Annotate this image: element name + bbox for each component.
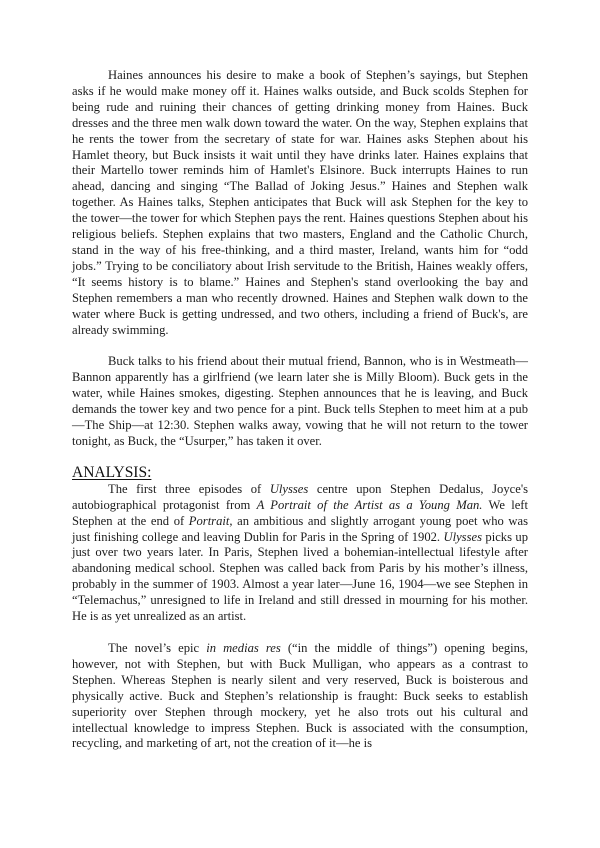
italic-title-text: Portrait, [188,513,233,528]
analysis-paragraph-2 [72,641,528,752]
body-text: picks up just over two years later. In Paris, Stephen lived a bohemian-intellectual lifestyle after abandoning medical school. Stephen was called back from Paris by his mother’s illness, probably in the summer of 1903. Almost a year later—June 16, 1904—we see Stephen in “Telemachus,” unresigned to life in Ireland and still dressed in mourning for his mother. He is as yet unrealized as an artist. [72,529,529,624]
summary-paragraph-2 [72,354,528,449]
italic-title-text: in medias res [206,641,281,655]
analysis-paragraph-1 [72,482,528,625]
body-text: Haines announces his desire to make a book of Stephen’s sayings, but Stephen asks if he would make money off it. Haines walks outside, and Buck scolds Stephen for being rude and ruining their chances of getting drinking money from Haines. Buck dresses and the three men walk down toward the water. On the way, Stephen explains that he rents the tower from the secretary of state for war. Haines asks Stephen about his Hamlet theory, but Buck insists it wait until they have drinks later. Haines explains that their Martello tower reminds him of Hamlet's Elsinore. Buck interrupts Haines to run ahead, dancing and singing “The Ballad of Joking Jesus.” Haines and Stephen walk together. As Haines talks, Stephen anticipates that Buck will ask Stephen for the key to the tower—the tower for which Stephen pays the rent. Haines questions Stephen about his religious beliefs. Stephen explains that two masters, England and the Catholic Church, stand in the way of his free-thinking, and a third master, Ireland, wants him for “odd jobs.” Trying to be conciliatory about Irish servitude to the British, Haines weakly offers, “It seems history is to blame.” Haines and Stephen's stand overlooking the bay and Stephen remembers a man who recently drowned. Haines and Stephen walk down to the water where Buck is getting undressed, and two others, including a friend of Buck's, are already swimming. [72,68,528,337]
italic-title-text: Ulysses [443,529,482,544]
analysis-heading: ANALYSIS: [72,463,152,481]
document-page [72,68,528,752]
body-text: (“in the middle of things”) opening begins, however, not with Stephen, but with Buck Mulligan, who appears as a contrast to Stephen. Whereas Stephen is nearly silent and very reserved, Buck is boisterous and physically active. Buck and Stephen’s relationship is fraught: Buck seeks to establish superiority over Stephen through mockery, yet he also trots out his cultural and intellectual knowledge to impress Stephen. Buck is associated with the consumption, recycling, and marketing of art, not the creation of it—he is [72,641,528,751]
summary-paragraph-1 [72,68,528,338]
body-text: Buck talks to his friend about their mutual friend, Bannon, who is in Westmeath—Bannon apparently has a girlfriend (we learn later she is Milly Bloom). Buck gets in the water, while Haines smokes, digesting. Stephen announces that he is leaving, and Buck demands the tower key and two pence for a pint. Buck tells Stephen to meet him at a pub—The Ship—at 12:30. Stephen walks away, vowing that he will not return to the tower tonight, as Buck, the “Usurper,” has taken it over. [72,354,528,448]
italic-title-text: Ulysses [269,481,309,496]
paragraph-gap [72,625,528,641]
body-text: The novel’s epic [108,641,207,655]
body-text: The first three episodes of [108,481,270,496]
paragraph-gap [72,338,528,354]
body-text: We left Stephen at the end of [72,497,529,528]
body-text: centre upon Stephen Dedalus, Joyce's autobiographical protagonist from [72,481,528,512]
body-text: an ambitious and slightly arrogant young poet who was just finishing college and leaving Dublin for Paris in the Spring of 1902. [72,513,528,544]
italic-title-text: A Portrait of the Artist as a Young Man. [256,497,483,512]
